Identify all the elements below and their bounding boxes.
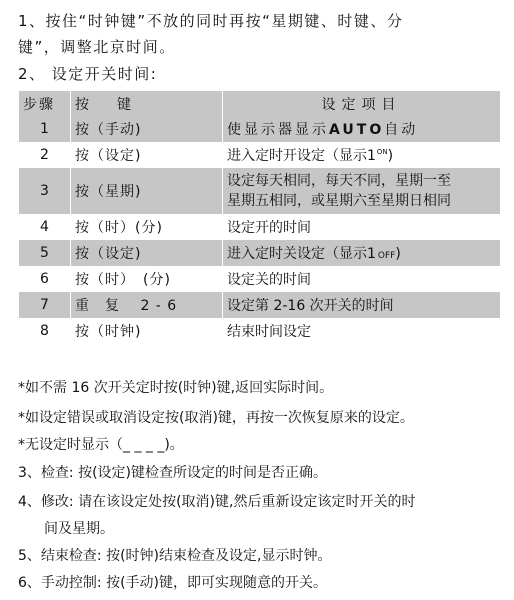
instruction-step-3: 3、检查: 按(设定)键检查所设定的时间是否正确。 <box>18 465 327 481</box>
instruction-step-4-line-2: 间及星期。 <box>44 521 114 537</box>
desc-text: 进入定时关设定（显示1 <box>227 246 376 262</box>
desc-text: ) <box>387 148 394 164</box>
table-header-row <box>19 91 501 116</box>
note-return-time: *如不需 16 次开关定时按(时钟)键,返回实际时间。 <box>18 380 334 396</box>
table-row <box>19 240 501 266</box>
step-number: 4 <box>19 214 71 240</box>
desc-line: 设定每天相同，每天不同，星期一至 <box>227 173 451 189</box>
step-description <box>223 240 501 266</box>
step-key: 按（时）(分) <box>71 214 223 240</box>
table-row <box>19 292 501 318</box>
step-key: 按（时钟) <box>71 318 223 344</box>
header-step: 步骤 <box>19 91 71 116</box>
instruction-step-5: 5、结束检查: 按(时钟)结束检查及设定,显示时钟。 <box>18 548 332 564</box>
step-key: 按（星期) <box>71 168 223 214</box>
step-number: 7 <box>19 292 71 318</box>
on-indicator: ON <box>376 148 388 157</box>
step-description: 设定关的时间 <box>223 266 501 292</box>
step-key: 按（手动) <box>71 116 223 142</box>
step-key: 按（时） (分) <box>71 266 223 292</box>
step-key: 重 复 2 - 6 <box>71 292 223 318</box>
step-number: 2 <box>19 142 71 168</box>
table-row <box>19 116 501 142</box>
note-no-setting: *无设定时显示（_ _ _ _)。 <box>18 437 184 453</box>
instruction-step-1-line-1: 1、按住“时钟键”不放的同时再按“星期键、时键、分 <box>18 12 404 30</box>
step-key: 按（设定) <box>71 142 223 168</box>
step-number: 8 <box>19 318 71 344</box>
header-key: 按 键 <box>71 91 223 116</box>
timer-setting-table <box>18 91 500 344</box>
header-item: 设定项目 <box>223 91 501 116</box>
desc-text: 使显示器显示 <box>227 122 329 138</box>
note-cancel: *如设定错误或取消设定按(取消)键，再按一次恢复原来的设定。 <box>18 410 414 426</box>
desc-text: ) <box>395 246 401 262</box>
instruction-step-2-heading: 2、 设定开关时间: <box>18 65 158 83</box>
step-key: 按（设定) <box>71 240 223 266</box>
step-description: 设定第 2-16 次开关的时间 <box>223 292 501 318</box>
step-description: 设定开的时间 <box>223 214 501 240</box>
step-description <box>223 168 501 214</box>
step-number: 1 <box>19 116 71 142</box>
table-row <box>19 214 501 240</box>
table-row <box>19 142 501 168</box>
step-description <box>223 142 501 168</box>
instruction-step-1-line-2: 键”，调整北京时间。 <box>18 38 176 56</box>
step-description <box>223 116 501 142</box>
instruction-step-4-line-1: 4、修改: 请在该设定处按(取消)键,然后重新设定该定时开关的时 <box>18 494 416 510</box>
table-row <box>19 168 501 214</box>
desc-line: 星期五相同，或星期六至星期日相同 <box>227 193 451 209</box>
desc-text: 进入定时开设定（显示1 <box>227 148 376 164</box>
step-number: 3 <box>19 168 71 214</box>
step-number: 6 <box>19 266 71 292</box>
step-description: 结束时间设定 <box>223 318 501 344</box>
step-number: 5 <box>19 240 71 266</box>
desc-text: 自动 <box>384 122 419 138</box>
off-indicator: OFF <box>377 251 396 261</box>
auto-label: AUTO <box>329 122 385 138</box>
table-row <box>19 318 501 344</box>
instruction-step-6: 6、手动控制: 按(手动)键，即可实现随意的开关。 <box>18 575 327 591</box>
table-row <box>19 266 501 292</box>
